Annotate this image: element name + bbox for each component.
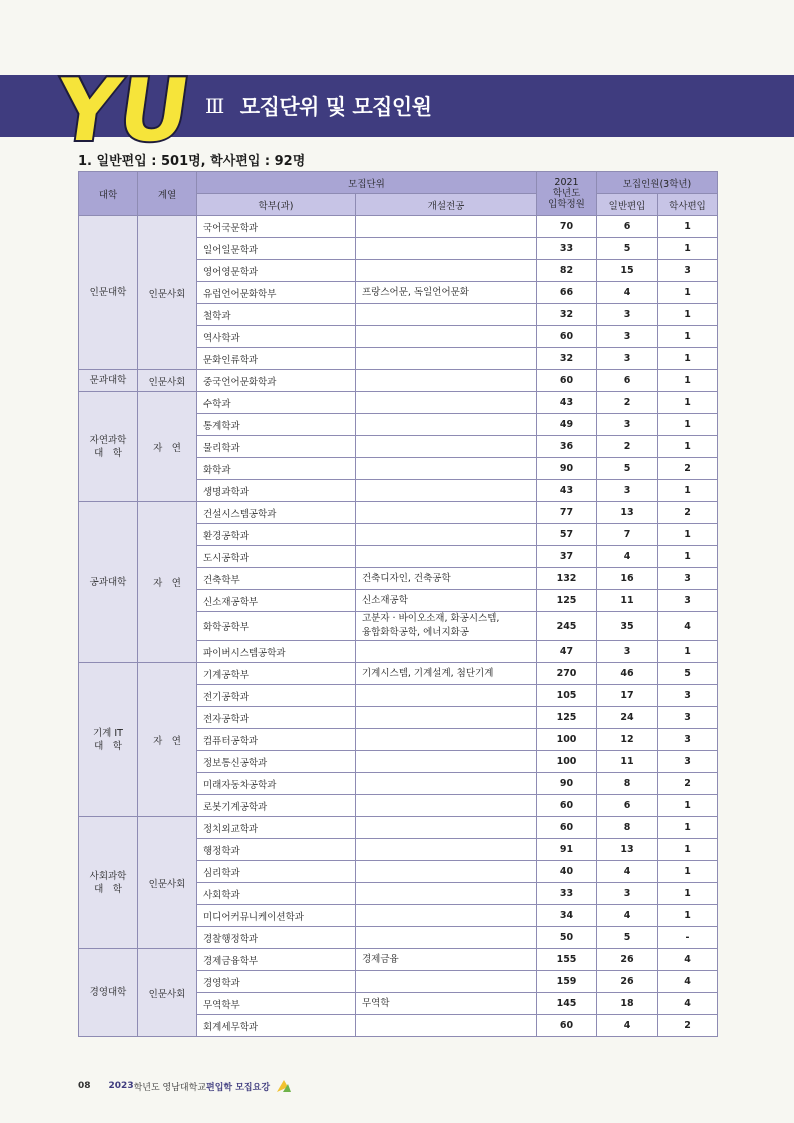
major-cell: [356, 326, 537, 348]
dept-cell: 사회학과: [197, 883, 356, 905]
dept-cell: 화학공학부: [197, 612, 356, 641]
college-cell: 자연과학 대 학: [79, 392, 138, 502]
table-row: [79, 949, 718, 971]
major-cell: [356, 238, 537, 260]
dept-cell: 물리학과: [197, 436, 356, 458]
quota-cell: 105: [537, 685, 597, 707]
recruitment-table: [78, 171, 718, 1037]
bachelor-cell: 2: [658, 458, 718, 480]
dept-cell: 신소재공학부: [197, 590, 356, 612]
major-cell: [356, 817, 537, 839]
dept-cell: 건축학부: [197, 568, 356, 590]
quota-cell: 33: [537, 238, 597, 260]
logo-text: YU: [49, 61, 196, 161]
major-cell: [356, 971, 537, 993]
dept-cell: 경제금융학부: [197, 949, 356, 971]
bachelor-cell: 1: [658, 861, 718, 883]
dept-cell: 경찰행정학과: [197, 927, 356, 949]
general-cell: 3: [597, 641, 658, 663]
dept-cell: 환경공학과: [197, 524, 356, 546]
header-recruit: 모집인원(3학년): [597, 172, 718, 194]
bachelor-cell: 5: [658, 663, 718, 685]
table-row: [79, 663, 718, 685]
major-cell: [356, 905, 537, 927]
track-cell: 인문사회: [138, 817, 197, 949]
quota-cell: 66: [537, 282, 597, 304]
college-cell: 사회과학 대 학: [79, 817, 138, 949]
footer: [78, 1079, 292, 1093]
dept-cell: 건설시스템공학과: [197, 502, 356, 524]
bachelor-cell: 2: [658, 502, 718, 524]
dept-cell: 로봇기계공학과: [197, 795, 356, 817]
track-cell: 인문사회: [138, 370, 197, 392]
dept-cell: 회계세무학과: [197, 1015, 356, 1037]
bachelor-cell: 4: [658, 612, 718, 641]
quota-cell: 60: [537, 326, 597, 348]
dept-cell: 전기공학과: [197, 685, 356, 707]
bachelor-cell: 2: [658, 1015, 718, 1037]
table-body: [79, 216, 718, 1037]
bachelor-cell: 1: [658, 216, 718, 238]
track-cell: 자 연: [138, 502, 197, 663]
dept-cell: 국어국문학과: [197, 216, 356, 238]
bachelor-cell: 1: [658, 905, 718, 927]
general-cell: 6: [597, 795, 658, 817]
general-cell: 7: [597, 524, 658, 546]
bachelor-cell: 4: [658, 971, 718, 993]
table-row: [79, 817, 718, 839]
quota-cell: 32: [537, 304, 597, 326]
dept-cell: 일어일문학과: [197, 238, 356, 260]
general-cell: 4: [597, 1015, 658, 1037]
general-cell: 5: [597, 927, 658, 949]
general-cell: 46: [597, 663, 658, 685]
major-cell: [356, 861, 537, 883]
major-cell: 경제금융: [356, 949, 537, 971]
major-cell: [356, 751, 537, 773]
general-cell: 8: [597, 817, 658, 839]
bachelor-cell: 3: [658, 260, 718, 282]
quota-cell: 43: [537, 480, 597, 502]
header-major: 개설전공: [356, 194, 537, 216]
quota-cell: 37: [537, 546, 597, 568]
quota-cell: 91: [537, 839, 597, 861]
footer-year: 2023: [108, 1081, 134, 1091]
major-cell: [356, 685, 537, 707]
major-cell: [356, 546, 537, 568]
bachelor-cell: 3: [658, 707, 718, 729]
bachelor-cell: -: [658, 927, 718, 949]
general-cell: 11: [597, 751, 658, 773]
table-row: [79, 502, 718, 524]
major-cell: [356, 883, 537, 905]
major-cell: [356, 773, 537, 795]
header-bachelor: 학사편입: [658, 194, 718, 216]
dept-cell: 철학과: [197, 304, 356, 326]
dept-cell: 생명과학과: [197, 480, 356, 502]
major-cell: [356, 436, 537, 458]
section-number: Ⅲ: [205, 94, 224, 118]
general-cell: 4: [597, 546, 658, 568]
quota-cell: 60: [537, 795, 597, 817]
general-cell: 6: [597, 370, 658, 392]
major-cell: [356, 458, 537, 480]
header-track: 계열: [138, 172, 197, 216]
bachelor-cell: 1: [658, 524, 718, 546]
general-cell: 17: [597, 685, 658, 707]
quota-cell: 125: [537, 590, 597, 612]
track-cell: 자 연: [138, 392, 197, 502]
bachelor-cell: 1: [658, 641, 718, 663]
quota-cell: 125: [537, 707, 597, 729]
header-college: 대학: [79, 172, 138, 216]
general-cell: 3: [597, 304, 658, 326]
general-cell: 18: [597, 993, 658, 1015]
general-cell: 13: [597, 502, 658, 524]
quota-cell: 145: [537, 993, 597, 1015]
dept-cell: 문화인류학과: [197, 348, 356, 370]
college-cell: 기계 IT 대 학: [79, 663, 138, 817]
dept-cell: 기계공학부: [197, 663, 356, 685]
general-cell: 15: [597, 260, 658, 282]
section-title-text: 모집단위 및 모집인원: [239, 95, 432, 119]
table-row: [79, 370, 718, 392]
general-cell: 4: [597, 282, 658, 304]
quota-cell: 245: [537, 612, 597, 641]
dept-cell: 화학과: [197, 458, 356, 480]
general-cell: 2: [597, 392, 658, 414]
bachelor-cell: 1: [658, 546, 718, 568]
quota-cell: 60: [537, 370, 597, 392]
general-cell: 4: [597, 905, 658, 927]
general-cell: 5: [597, 458, 658, 480]
quota-cell: 132: [537, 568, 597, 590]
bachelor-cell: 3: [658, 729, 718, 751]
quota-cell: 60: [537, 817, 597, 839]
bachelor-cell: 4: [658, 949, 718, 971]
general-cell: 26: [597, 971, 658, 993]
quota-cell: 155: [537, 949, 597, 971]
quota-cell: 32: [537, 348, 597, 370]
dept-cell: 정보통신공학과: [197, 751, 356, 773]
bachelor-cell: 1: [658, 436, 718, 458]
footer-logo-icon: [276, 1079, 292, 1093]
subheading: 1. 일반편입 : 501명, 학사편입 : 92명: [78, 154, 306, 169]
general-cell: 2: [597, 436, 658, 458]
general-cell: 13: [597, 839, 658, 861]
header-unit: 모집단위: [197, 172, 537, 194]
track-cell: 자 연: [138, 663, 197, 817]
bachelor-cell: 1: [658, 370, 718, 392]
bachelor-cell: 1: [658, 392, 718, 414]
bachelor-cell: 1: [658, 238, 718, 260]
major-cell: 건축디자인, 건축공학: [356, 568, 537, 590]
dept-cell: 행정학과: [197, 839, 356, 861]
dept-cell: 심리학과: [197, 861, 356, 883]
quota-cell: 100: [537, 729, 597, 751]
college-cell: 문과대학: [79, 370, 138, 392]
quota-cell: 70: [537, 216, 597, 238]
major-cell: [356, 304, 537, 326]
general-cell: 16: [597, 568, 658, 590]
header-dept: 학부(과): [197, 194, 356, 216]
major-cell: [356, 927, 537, 949]
bachelor-cell: 1: [658, 817, 718, 839]
quota-cell: 90: [537, 773, 597, 795]
dept-cell: 정치외교학과: [197, 817, 356, 839]
quota-cell: 100: [537, 751, 597, 773]
dept-cell: 미디어커뮤니케이션학과: [197, 905, 356, 927]
dept-cell: 파이버시스템공학과: [197, 641, 356, 663]
major-cell: [356, 839, 537, 861]
bachelor-cell: 1: [658, 480, 718, 502]
quota-cell: 40: [537, 861, 597, 883]
major-cell: [356, 795, 537, 817]
major-cell: [356, 524, 537, 546]
header-quota: 2021 학년도 입학정원: [537, 172, 597, 216]
general-cell: 12: [597, 729, 658, 751]
dept-cell: 미래자동차공학과: [197, 773, 356, 795]
bachelor-cell: 4: [658, 993, 718, 1015]
dept-cell: 전자공학과: [197, 707, 356, 729]
quota-cell: 50: [537, 927, 597, 949]
bachelor-cell: 1: [658, 282, 718, 304]
general-cell: 3: [597, 883, 658, 905]
table-row: [79, 392, 718, 414]
quota-cell: 43: [537, 392, 597, 414]
major-cell: 기계시스템, 기계설계, 첨단기계: [356, 663, 537, 685]
bachelor-cell: 1: [658, 883, 718, 905]
major-cell: [356, 707, 537, 729]
bachelor-cell: 3: [658, 751, 718, 773]
quota-cell: 57: [537, 524, 597, 546]
college-cell: 인문대학: [79, 216, 138, 370]
quota-cell: 47: [537, 641, 597, 663]
track-cell: 인문사회: [138, 216, 197, 370]
quota-cell: 82: [537, 260, 597, 282]
general-cell: 5: [597, 238, 658, 260]
general-cell: 4: [597, 861, 658, 883]
major-cell: [356, 216, 537, 238]
general-cell: 35: [597, 612, 658, 641]
quota-cell: 49: [537, 414, 597, 436]
quota-cell: 33: [537, 883, 597, 905]
section-title: [205, 75, 432, 137]
bachelor-cell: 1: [658, 839, 718, 861]
college-cell: 공과대학: [79, 502, 138, 663]
general-cell: 8: [597, 773, 658, 795]
bachelor-cell: 3: [658, 568, 718, 590]
bachelor-cell: 1: [658, 326, 718, 348]
dept-cell: 수학과: [197, 392, 356, 414]
major-cell: [356, 348, 537, 370]
quota-cell: 34: [537, 905, 597, 927]
bachelor-cell: 2: [658, 773, 718, 795]
major-cell: [356, 729, 537, 751]
major-cell: 프랑스어문, 독일언어문화: [356, 282, 537, 304]
bachelor-cell: 1: [658, 414, 718, 436]
general-cell: 3: [597, 326, 658, 348]
yu-logo: [49, 60, 196, 161]
general-cell: 3: [597, 348, 658, 370]
major-cell: [356, 502, 537, 524]
major-cell: [356, 480, 537, 502]
major-cell: 고분자 · 바이오소재, 화공시스템, 융합화학공학, 에너지화공: [356, 612, 537, 641]
page-number: 08: [78, 1081, 91, 1091]
track-cell: 인문사회: [138, 949, 197, 1037]
major-cell: [356, 414, 537, 436]
bachelor-cell: 1: [658, 348, 718, 370]
bachelor-cell: 3: [658, 685, 718, 707]
dept-cell: 무역학부: [197, 993, 356, 1015]
quota-cell: 270: [537, 663, 597, 685]
header-general: 일반편입: [597, 194, 658, 216]
general-cell: 24: [597, 707, 658, 729]
major-cell: 신소재공학: [356, 590, 537, 612]
dept-cell: 통계학과: [197, 414, 356, 436]
bachelor-cell: 1: [658, 304, 718, 326]
major-cell: [356, 392, 537, 414]
bachelor-cell: 3: [658, 590, 718, 612]
dept-cell: 도시공학과: [197, 546, 356, 568]
major-cell: 무역학: [356, 993, 537, 1015]
general-cell: 3: [597, 480, 658, 502]
general-cell: 6: [597, 216, 658, 238]
general-cell: 26: [597, 949, 658, 971]
dept-cell: 영어영문학과: [197, 260, 356, 282]
dept-cell: 역사학과: [197, 326, 356, 348]
major-cell: [356, 1015, 537, 1037]
dept-cell: 중국언어문화학과: [197, 370, 356, 392]
major-cell: [356, 260, 537, 282]
quota-cell: 77: [537, 502, 597, 524]
footer-text: 학년도 영남대학교: [133, 1082, 207, 1093]
general-cell: 3: [597, 414, 658, 436]
dept-cell: 컴퓨터공학과: [197, 729, 356, 751]
bachelor-cell: 1: [658, 795, 718, 817]
dept-cell: 유럽언어문화학부: [197, 282, 356, 304]
major-cell: [356, 370, 537, 392]
major-cell: [356, 641, 537, 663]
college-cell: 경영대학: [79, 949, 138, 1037]
quota-cell: 60: [537, 1015, 597, 1037]
dept-cell: 경영학과: [197, 971, 356, 993]
quota-cell: 36: [537, 436, 597, 458]
quota-cell: 159: [537, 971, 597, 993]
table-row: [79, 216, 718, 238]
general-cell: 11: [597, 590, 658, 612]
footer-title: 편입학 모집요강: [206, 1082, 271, 1093]
quota-cell: 90: [537, 458, 597, 480]
